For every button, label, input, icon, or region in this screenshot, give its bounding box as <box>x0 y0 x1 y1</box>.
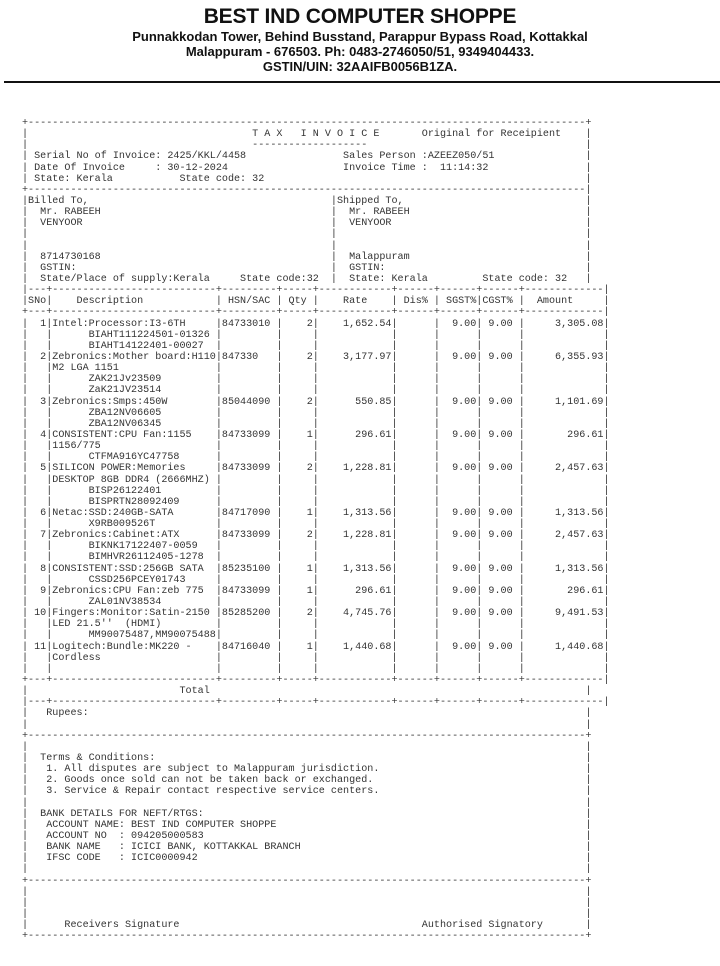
table-row-desc-cont: | |M2 LGA 1151 | | | | | | | | <box>22 363 610 375</box>
header-divider <box>4 81 720 83</box>
title-underline: | ------------------- | <box>22 140 592 152</box>
table-row-desc-cont: | |1156/775 | | | | | | | | <box>22 441 610 453</box>
border-sep: +--------------------------------------------------------------------------------------------+ <box>22 730 592 742</box>
table-row-blank: | | | | | | | | | | <box>22 663 610 675</box>
table-row-desc-cont: | |DESKTOP 8GB DDR4 (2666MHZ) | | | | | | | | <box>22 474 610 486</box>
address-heading-line: |Billed To, |Shipped To, | <box>22 195 592 207</box>
blank-line: | | <box>22 908 592 920</box>
rupees-row: | Rupees: | <box>22 708 592 720</box>
table-row-serial: | | CTFMA916YC47758 | | | | | | | | <box>22 452 610 464</box>
address-phone-line: | 8714730168 | Malappuram | <box>22 251 592 263</box>
border-top: +--------------------------------------------------------------------------------------------+ <box>22 118 592 129</box>
table-border-bottom: +---+---------------------------+---------+-----+------------+------+------+------+-------------| <box>22 675 610 687</box>
shop-gstin: GSTIN/UIN: 32AAIFB0056B1ZA. <box>262 59 458 74</box>
shop-address-line2: Malappuram - 676503. Ph: 0483-2746050/51, 9349404433. <box>185 44 535 59</box>
table-row-serial: | | X9RB009526T | | | | | | | | <box>22 519 610 531</box>
blank-line: | | <box>22 897 592 909</box>
table-header-row: |SNo| Description | HSN/SAC | Qty | Rate | Dis% | SGST%|CGST% | Amount | <box>22 296 610 308</box>
table-row-serial: | | BIAHT111224501-01326 | | | | | | | | <box>22 329 610 341</box>
table-row-serial: | | BISPRTN28092409 | | | | | | | | <box>22 496 610 508</box>
state-line: | State: Kerala State code: 32 | <box>22 173 592 185</box>
tax-invoice-body <box>22 118 610 942</box>
table-row: | 2|Zebronics:Mother board:H110|847330 | 2| 3,177.97| | 9.00| 9.00 | 6,355.93| <box>22 351 610 363</box>
address-state-line: | State/Place of supply:Kerala State code:32 | State: Kerala State code: 32 | <box>22 273 592 285</box>
table-row-desc-cont: | |LED 21.5'' (HDMI) | | | | | | | | <box>22 619 610 631</box>
bank-ifsc: | IFSC CODE : ICIC0000942 | <box>22 853 592 865</box>
bank-heading: | BANK DETAILS FOR NEFT/RTGS: | <box>22 808 592 820</box>
blank-line: | | <box>22 741 592 753</box>
bank-account-name: | ACCOUNT NAME: BEST IND COMPUTER SHOPPE | <box>22 819 592 831</box>
border-sep: +--------------------------------------------------------------------------------------------+ <box>22 875 592 887</box>
table-row: | 1|Intel:Processor:I3-6TH |84733010 | 2| 1,652.54| | 9.00| 9.00 | 3,305.08| <box>22 318 610 330</box>
table-border-top: |---+---------------------------+---------+-----+------------+------+------+------+-------------| <box>22 285 610 297</box>
bank-account-no: | ACCOUNT NO : 094205000583 | <box>22 831 592 842</box>
total-sep: |---+---------------------------+---------+-----+------------+------+------+------+-------------| <box>22 697 610 709</box>
table-row: | 10|Fingers:Monitor:Satin-2150 |85285200 | 2| 4,745.76| | 9.00| 9.00 | 9,491.53| <box>22 608 610 620</box>
address-gstin-line: | GSTIN: | GSTIN: | <box>22 262 592 274</box>
table-row-serial: | | BIAHT14122401-00027 | | | | | | | | <box>22 340 610 352</box>
terms-item: | 2. Goods once sold can not be taken back or exchanged. | <box>22 775 592 787</box>
terms-item: | 3. Service & Repair contact respective service centers. | <box>22 786 592 798</box>
blank-line: | | <box>22 864 592 876</box>
table-row-serial: | | MM90075487,MM90075488| | | | | | | | <box>22 630 610 642</box>
address-place-line: | VENYOOR | VENYOOR | <box>22 218 592 230</box>
table-row-serial: | | ZBA12NV06345 | | | | | | | | <box>22 418 610 430</box>
table-row: | 4|CONSISTENT:CPU Fan:1155 |84733099 | 1| 296.61| | 9.00| 9.00 | 296.61| <box>22 429 610 441</box>
table-row-serial: | | ZAK21Jv23509 | | | | | | | | <box>22 374 610 386</box>
table-row: | 9|Zebronics:CPU Fan:zeb 775 |84733099 | 1| 296.61| | 9.00| 9.00 | 296.61| <box>22 585 610 597</box>
blank-line: | | <box>22 797 592 809</box>
table-row-serial: | | ZaK21JV23514 | | | | | | | | <box>22 385 610 397</box>
table-row-serial: | | BIKNK17122407-0059 | | | | | | | | <box>22 541 610 553</box>
border-bottom: +--------------------------------------------------------------------------------------------+ <box>22 931 592 943</box>
table-row-serial: | | ZAL01NV38534 | | | | | | | | <box>22 597 610 609</box>
blank-line: | | <box>22 886 592 898</box>
table-row: | 7|Zebronics:Cabinet:ATX |84733099 | 2| 1,228.81| | 9.00| 9.00 | 2,457.63| <box>22 530 610 542</box>
address-name-line: | Mr. RABEEH | Mr. RABEEH | <box>22 207 592 219</box>
shop-address-line1: Punnakkodan Tower, Behind Busstand, Parappur Bypass Road, Kottakkal <box>132 29 588 44</box>
total-row: | Total | <box>22 686 592 698</box>
bank-name: | BANK NAME : ICICI BANK, KOTTAKKAL BRANCH | <box>22 842 592 854</box>
terms-item: | 1. All disputes are subject to Malappuram jurisdiction. | <box>22 764 592 776</box>
address-blank-line: | | | <box>22 229 592 241</box>
table-row: | 8|CONSISTENT:SSD:256GB SATA |85235100 | 1| 1,313.56| | 9.00| 9.00 | 1,313.56| <box>22 563 610 575</box>
table-row-desc-cont: | |Cordless | | | | | | | | <box>22 652 610 664</box>
border-sep: +--------------------------------------------------------------------------------------------| <box>22 184 592 196</box>
invoice-title-line: | T A X I N V O I C E Original for Receipient | <box>22 129 592 141</box>
serial-line: | Serial No of Invoice: 2425/KKL/4458 Sales Person :AZEEZ050/51 | <box>22 151 592 163</box>
terms-heading: | Terms & Conditions: | <box>22 753 592 765</box>
table-row-serial: | | ZBA12NV06605 | | | | | | | | <box>22 407 610 419</box>
table-row-serial: | | BIMHVR26112405-1278 | | | | | | | | <box>22 552 610 564</box>
blank-line: | | <box>22 719 592 731</box>
table-row: | 6|Netac:SSD:240GB-SATA |84717090 | 1| 1,313.56| | 9.00| 9.00 | 1,313.56| <box>22 507 610 519</box>
table-row: | 3|Zebronics:Smps:450W |85044090 | 2| 550.85| | 9.00| 9.00 | 1,101.69| <box>22 396 610 408</box>
date-line: | Date Of Invoice : 30-12-2024 Invoice Time : 11:14:32 | <box>22 162 592 174</box>
shop-name: BEST IND COMPUTER SHOPPE <box>203 5 517 28</box>
table-row: | 11|Logitech:Bundle:MK220 - |84716040 | 1| 1,440.68| | 9.00| 9.00 | 1,440.68| <box>22 641 610 653</box>
table-row-serial: | | BISP26122401 | | | | | | | | <box>22 485 610 497</box>
table-header-sep: +---+---------------------------+---------+-----+------------+------+------+------+-------------| <box>22 307 610 319</box>
signature-line: | Receivers Signature Authorised Signatory | <box>22 920 592 932</box>
table-row-serial: | | CSSD256PCEY01743 | | | | | | | | <box>22 574 610 586</box>
address-blank-line: | | | <box>22 240 592 252</box>
table-row: | 5|SILICON POWER:Memories |84733099 | 2| 1,228.81| | 9.00| 9.00 | 2,457.63| <box>22 463 610 475</box>
